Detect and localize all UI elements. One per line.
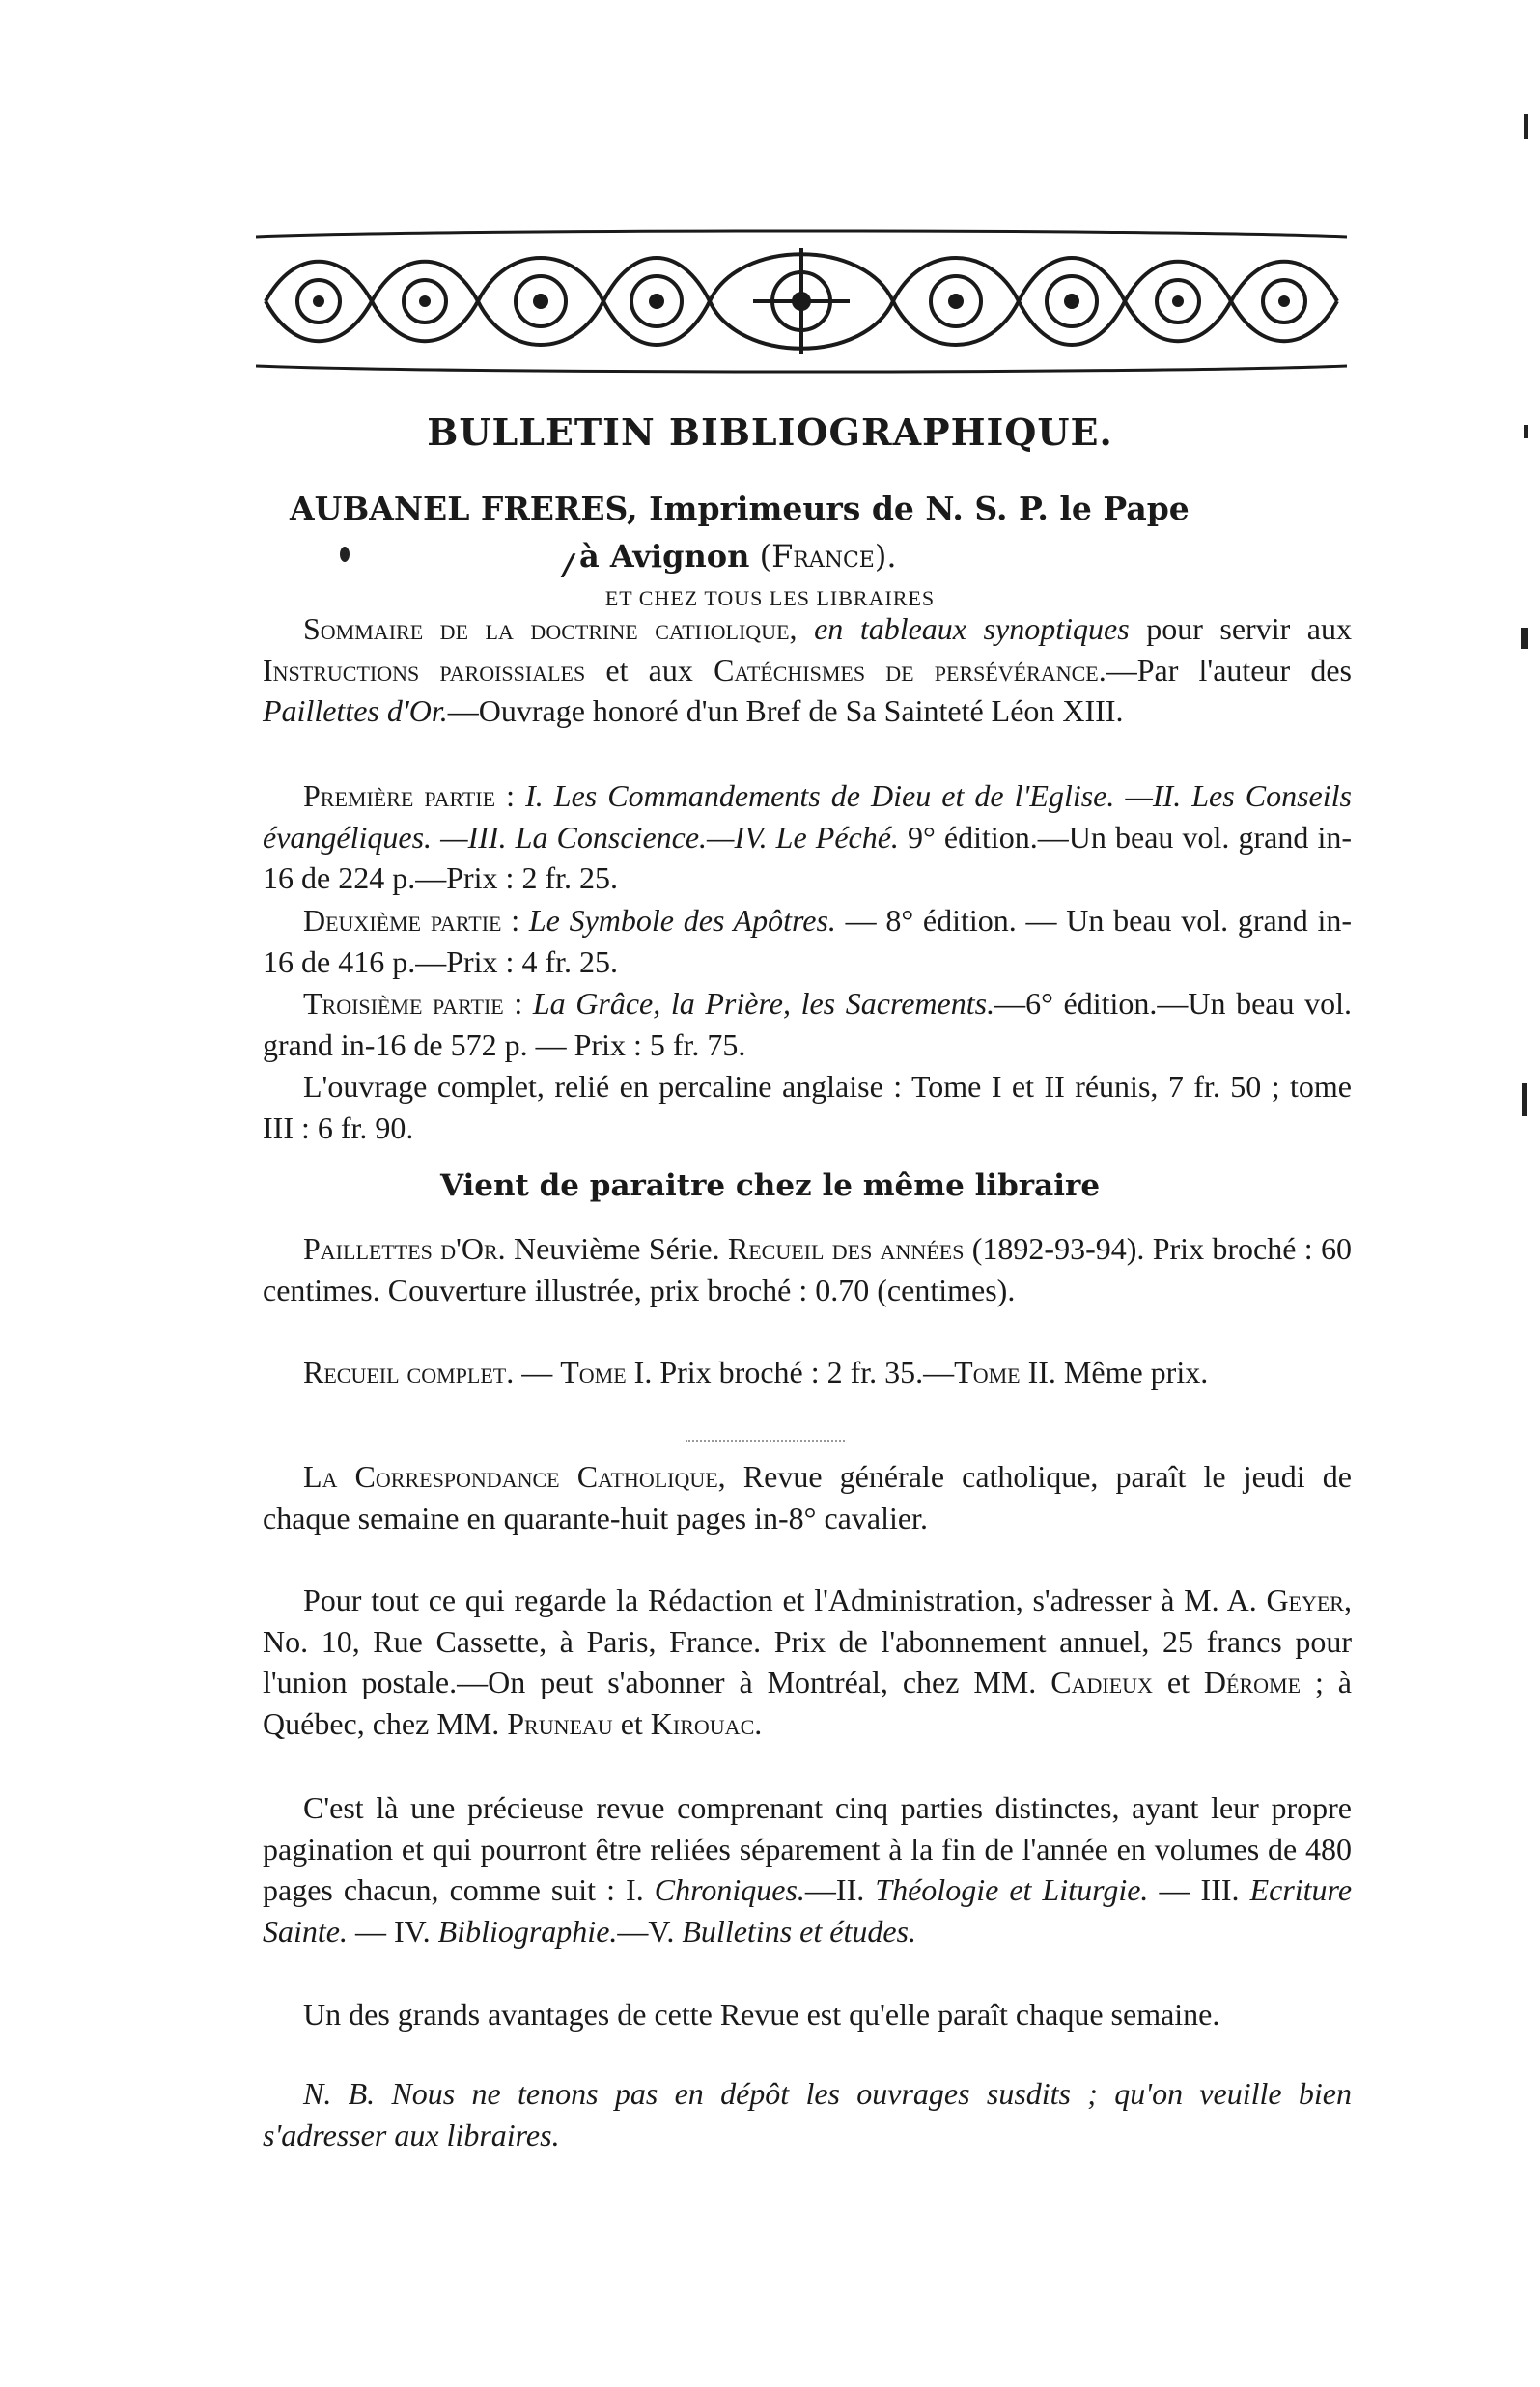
- section-subheading: Vient de paraitre chez le même libraire: [439, 1168, 1101, 1203]
- avantages-text: Un des grands avantages de cette Revue est qu'elle paraît chaque semaine.: [303, 1997, 1220, 2032]
- cest-text-3: — III.: [1148, 1872, 1250, 1907]
- deuxieme-details: — 8° édition. — Un beau vol. grand in-16 de 416 p.—Prix : 4 fr. 25.: [263, 903, 1353, 979]
- sommaire-subtitle: en tableaux synoptiques: [814, 611, 1130, 646]
- paragraph-paillettes: [263, 1228, 1352, 1310]
- paragraph-administration: [263, 1580, 1352, 1744]
- slash-mark: /: [563, 548, 574, 582]
- cest-ecriture: Ecriture Sainte.: [263, 1872, 1353, 1949]
- cest-chroniques: Chroniques.: [654, 1872, 805, 1907]
- deuxieme-label: Deuxième partie: [303, 903, 502, 938]
- recueil-tome-2: Tome: [954, 1355, 1021, 1390]
- paragraph-premiere-partie: [263, 775, 1352, 899]
- nb-text: N. B. Nous ne tenons pas en dépôt les ouvrages susdits ; qu'on veuille bien s'adresser aux libraires.: [263, 2076, 1352, 2152]
- paillettes-recueil: Recueil des années: [727, 1231, 965, 1266]
- sommaire-text-3: —Par l'auteur des: [1106, 652, 1352, 688]
- sommaire-catechismes: Catéchismes de persévérance.: [714, 652, 1106, 688]
- pour-text-3: et: [1152, 1665, 1204, 1699]
- recueil-text-1: —: [514, 1355, 561, 1390]
- sommaire-text-4: —Ouvrage honoré d'un Bref de Sa Sainteté Léon XIII.: [447, 693, 1124, 728]
- paillettes-title: Paillettes d'Or.: [303, 1231, 506, 1266]
- cest-text-5: —V.: [617, 1913, 683, 1949]
- bullet-mark: [340, 547, 350, 562]
- pour-derome: Dérome: [1203, 1665, 1302, 1699]
- recueil-text-2: I. Prix broché : 2 fr. 35.—: [626, 1355, 955, 1390]
- sommaire-paillettes: Paillettes d'Or.: [263, 693, 448, 728]
- pour-kirouac: Kirouac.: [650, 1705, 763, 1741]
- pour-pruneau: Pruneau: [507, 1705, 613, 1741]
- publisher-city: [579, 538, 897, 575]
- paragraph-deuxieme-partie: [263, 900, 1352, 982]
- cest-text-1: C'est là une précieuse revue comprenant cinq parties distinctes, ayant leur propre pagination et qui pourront être reliées séparement à la fin de l'année en volumes de 480 pages chacun, comme suit : I.: [263, 1790, 1352, 1907]
- sommaire-instructions: Instructions paroissiales: [263, 652, 586, 688]
- paragraph-troisieme-partie: [263, 983, 1352, 1065]
- premiere-sep: :: [495, 778, 526, 813]
- paillettes-text-2: (1892-93-94). Prix broché : 60 centimes. Couverture illustrée, prix broché : 0.70 (centimes).: [263, 1231, 1352, 1307]
- sommaire-title: Sommaire de la doctrine catholique,: [303, 611, 798, 646]
- cest-bulletins: Bulletins et études.: [682, 1913, 916, 1949]
- paragraph-nota-bene: [263, 2073, 1352, 2155]
- correspondance-title: La Correspondance Catholique,: [303, 1459, 726, 1494]
- pour-geyer: Geyer,: [1266, 1583, 1352, 1617]
- paragraph-ouvrage-complet: [263, 1066, 1352, 1148]
- recueil-text-3: II. Même prix.: [1020, 1355, 1209, 1390]
- paragraph-recueil-complet: [263, 1352, 1352, 1393]
- section-divider: [686, 1440, 845, 1442]
- recueil-title: Recueil complet.: [303, 1355, 515, 1390]
- publisher-country: (France).: [759, 538, 897, 575]
- pour-text-5: et: [612, 1705, 651, 1741]
- paillettes-text-1: Neuvième Série.: [505, 1231, 728, 1266]
- premiere-label: Première partie: [303, 778, 496, 813]
- ouvrage-text: L'ouvrage complet, relié en percaline anglaise : Tome I et II réunis, 7 fr. 50 ; tome III : 6 fr. 90.: [263, 1069, 1352, 1145]
- deuxieme-contents: Le Symbole des Apôtres.: [528, 903, 836, 938]
- pour-text-1: Pour tout ce qui regarde la Rédaction et l'Administration, s'adresser à M. A.: [303, 1583, 1267, 1617]
- cest-text-4: — IV.: [347, 1913, 438, 1949]
- sommaire-text-1: pour servir aux: [1146, 611, 1352, 646]
- correspondance-text: Revue générale catholique, paraît le jeudi de chaque semaine en quarante-huit pages in-8° cavalier.: [263, 1459, 1352, 1535]
- cest-theologie: Théologie et Liturgie.: [875, 1872, 1149, 1907]
- pour-text-2: No. 10, Rue Cassette, à Paris, France. Prix de l'abonnement annuel, 25 francs pour l'union postale.—On peut s'abonner à Montréal, chez MM.: [263, 1623, 1352, 1699]
- pour-text-4: ; à Québec, chez MM.: [263, 1665, 1352, 1741]
- pour-cadieux: Cadieux: [1050, 1665, 1153, 1699]
- decorative-ornament-band: [256, 229, 1347, 374]
- premiere-contents: I. Les Commandements de Dieu et de l'Eglise. —II. Les Conseils évangéliques. —III. La Conscience.—IV. Le Péché.: [263, 778, 1352, 855]
- publisher-city-name: à Avignon: [579, 538, 750, 575]
- premiere-details: 9° édition.—Un beau vol. grand in-16 de 224 p.—Prix : 2 fr. 25.: [263, 819, 1353, 895]
- margin-mark: [1521, 628, 1528, 649]
- publisher-name: AUBANEL FRERES, Imprimeurs de N. S. P. le Pape: [290, 490, 1190, 527]
- troisieme-contents: La Grâce, la Prière, les Sacrements.: [532, 986, 995, 1021]
- cest-text-2: —II.: [804, 1872, 876, 1907]
- cest-bibliographie: Bibliographie.: [437, 1913, 618, 1949]
- page-title: BULLETIN BIBLIOGRAPHIQUE.: [427, 410, 1113, 454]
- paragraph-correspondance: [263, 1456, 1352, 1538]
- troisieme-details: —6° édition.—Un beau vol. grand in-16 de 572 p. — Prix : 5 fr. 75.: [263, 986, 1353, 1062]
- sommaire-text-2: et aux: [605, 652, 693, 688]
- margin-mark: [1522, 1083, 1527, 1116]
- recueil-tome-1: Tome: [560, 1355, 627, 1390]
- paragraph-avantages: [263, 1994, 1352, 2036]
- libraires-line: ET CHEZ TOUS LES LIBRAIRES: [604, 586, 936, 610]
- margin-mark: [1524, 425, 1528, 438]
- deuxieme-sep: :: [501, 903, 529, 938]
- margin-mark: [1524, 114, 1528, 139]
- troisieme-sep: :: [503, 986, 533, 1021]
- troisieme-label: Troisième partie: [303, 986, 504, 1021]
- paragraph-parties: [263, 1787, 1352, 1952]
- paragraph-sommaire: [263, 608, 1352, 732]
